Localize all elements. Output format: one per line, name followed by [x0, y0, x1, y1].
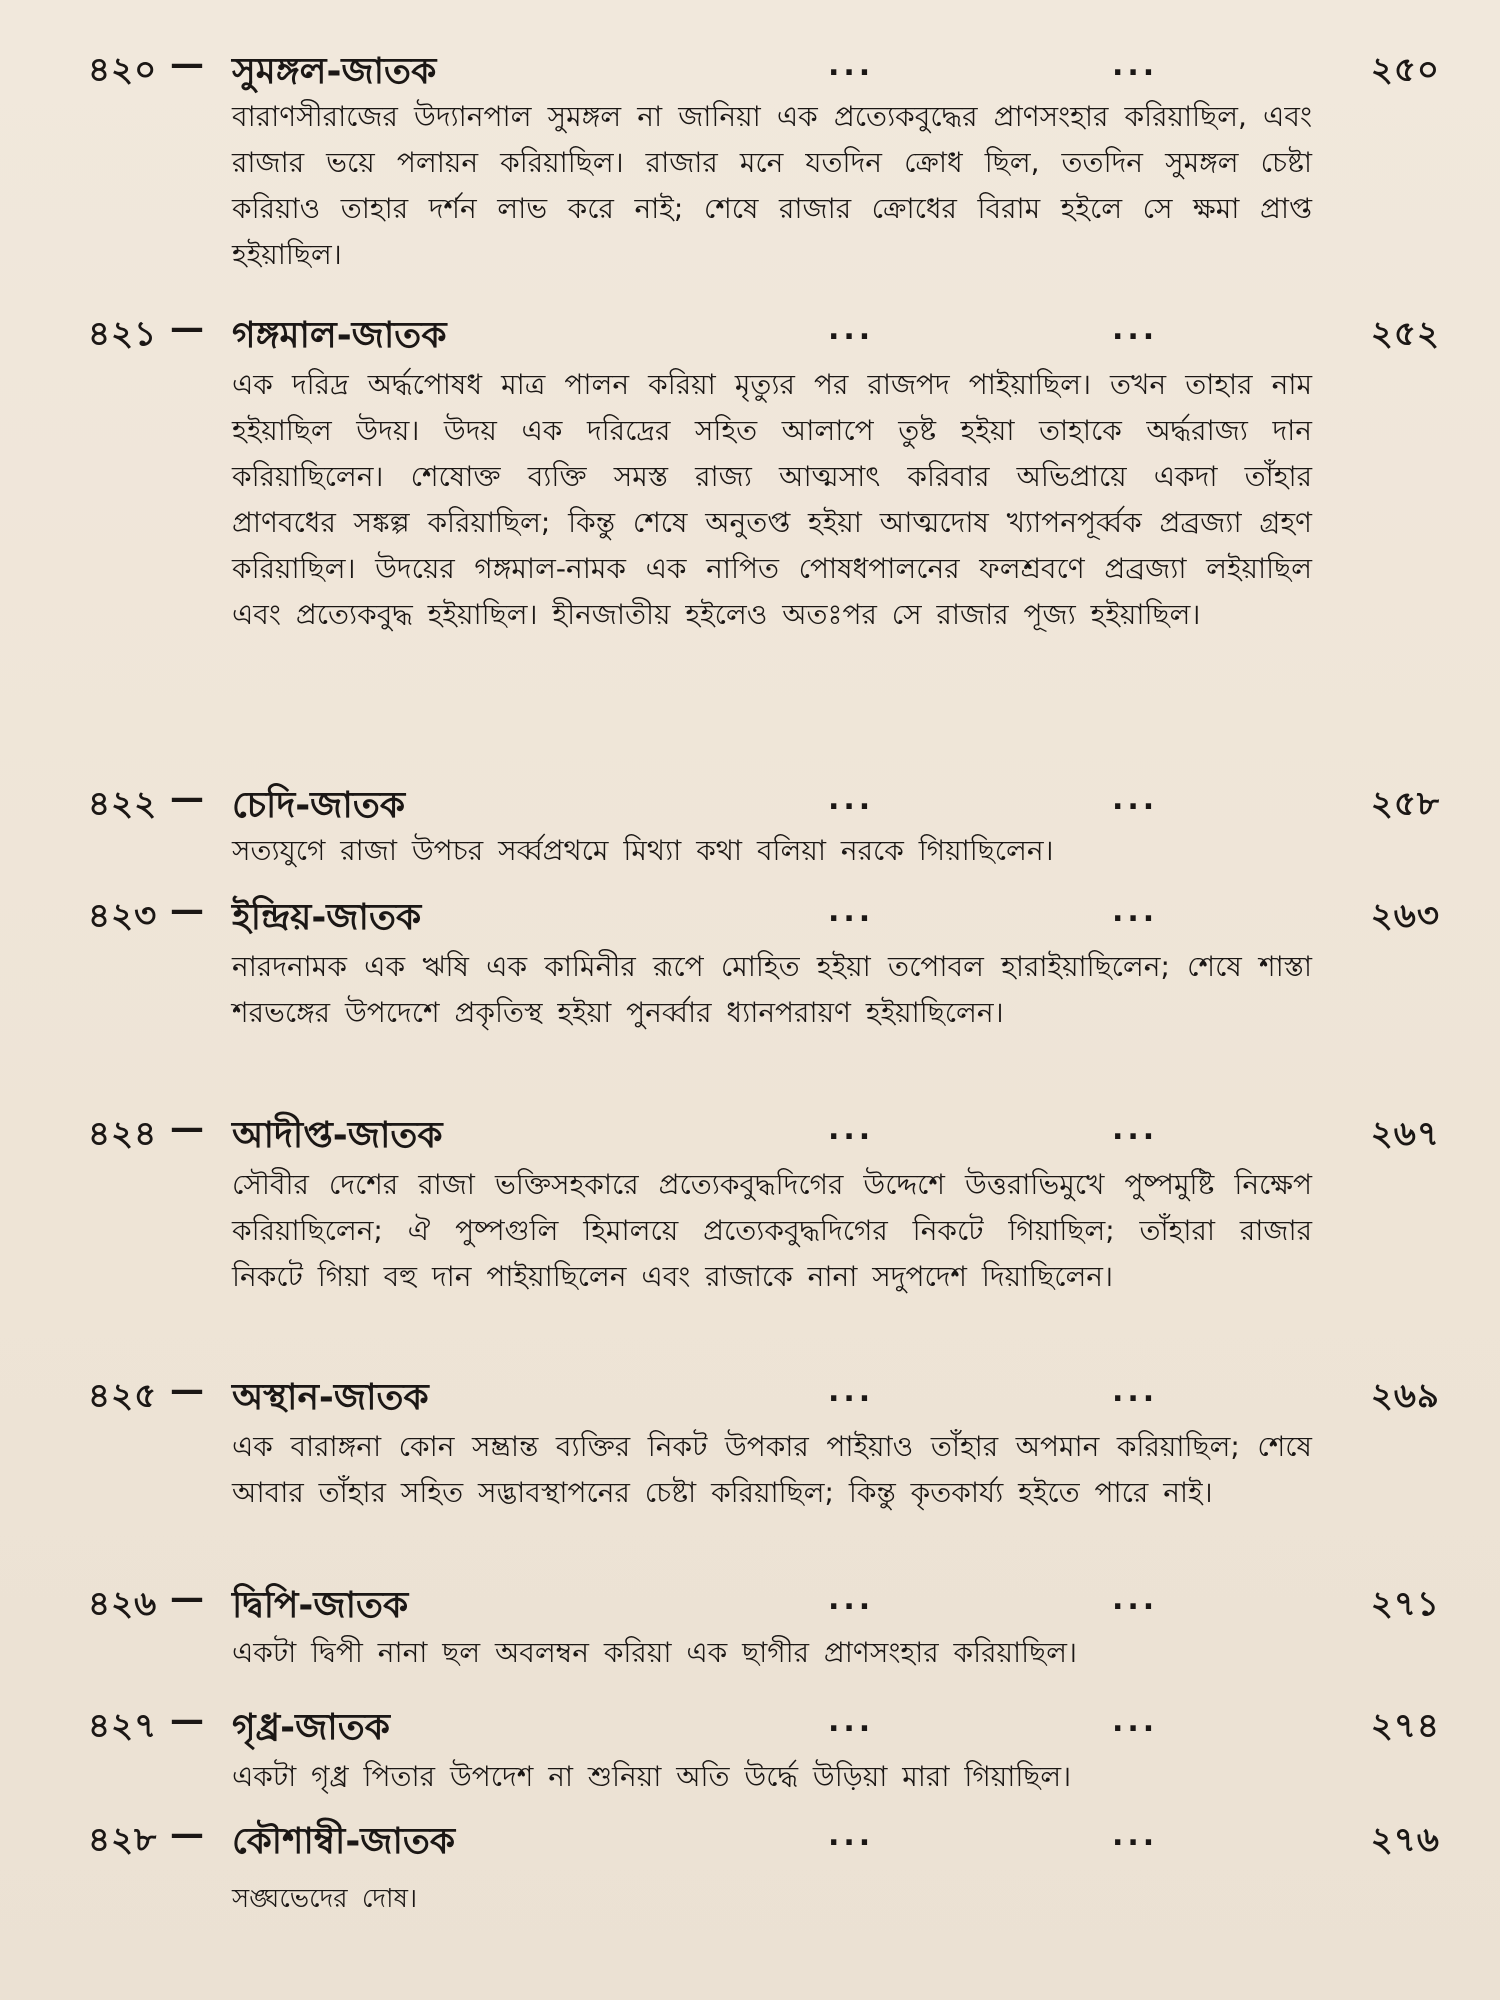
- page-number: ২৫২: [1370, 314, 1440, 354]
- em-dash: —: [170, 308, 204, 348]
- page-number: ২৫০: [1370, 50, 1440, 90]
- entry-number: ৪২৪: [88, 1114, 158, 1154]
- entry-number: ৪২৫: [88, 1376, 158, 1416]
- leader-dots: ...: [828, 782, 875, 817]
- entry-number: ৪২৩: [88, 896, 158, 936]
- em-dash: —: [170, 1700, 204, 1740]
- page-number: ২৬৩: [1370, 896, 1440, 936]
- leader-dots: ...: [1112, 894, 1159, 929]
- entry-number: ৪২৬: [88, 1584, 158, 1624]
- leader-dots: ...: [828, 1374, 875, 1409]
- jataka-title: দ্বিপি-জাতক: [232, 1585, 409, 1626]
- entry-summary: একটা দ্বিপী নানা ছল অবলম্বন করিয়া এক ছাগীর প্রাণসংহার করিয়াছিল।: [232, 1636, 1077, 1669]
- leader-dots: ...: [1112, 48, 1159, 83]
- leader-dots: ...: [828, 1704, 875, 1739]
- entry-summary: এক বারাঙ্গনা কোন সম্ভ্রান্ত ব্যক্তির নিকট উপকার পাইয়াও তাঁহার অপমান করিয়াছিল; শেষে আবার তাঁহার সহিত সদ্ভাবস্থাপনের চেষ্টা করিয়াছিল; কিন্তু কৃতকার্য্য হইতে পারে নাই।: [232, 1430, 1312, 1509]
- leader-dots: ...: [1112, 1704, 1159, 1739]
- toc-entry: [0, 44, 1500, 271]
- leader-dots: ...: [1112, 782, 1159, 817]
- toc-entry: [0, 890, 1500, 1029]
- leader-dots: ...: [828, 1112, 875, 1147]
- jataka-title: কৌশাম্বী-জাতক: [232, 1821, 456, 1862]
- entry-heading: [0, 1370, 1500, 1426]
- entry-heading: [0, 44, 1500, 100]
- entry-summary: বারাণসীরাজের উদ্যানপাল সুমঙ্গল না জানিয়া এক প্রত্যেকবুদ্ধের প্রাণসংহার করিয়াছিল, এবং রাজার ভয়ে পলায়ন করিয়াছিল। রাজার মনে যতদিন ক্রোধ ছিল, ততদিন সুমঙ্গল চেষ্টা করিয়াও তাহার দর্শন লাভ করে নাই; শেষে রাজার ক্রোধের বিরাম হইলে সে ক্ষমা প্রাপ্ত হইয়াছিল।: [232, 100, 1312, 271]
- toc-entry: [0, 308, 1500, 631]
- entry-summary: একটা গৃধ্র পিতার উপদেশ না শুনিয়া অতি উর্দ্ধে উড়িয়া মারা গিয়াছিল।: [232, 1760, 1072, 1793]
- leader-dots: ...: [828, 894, 875, 929]
- leader-dots: ...: [828, 1582, 875, 1617]
- leader-dots: ...: [1112, 1818, 1159, 1853]
- leader-dots: ...: [828, 312, 875, 347]
- em-dash: —: [170, 1814, 204, 1854]
- em-dash: —: [170, 778, 204, 818]
- leader-dots: ...: [828, 48, 875, 83]
- entry-number: ৪২০: [88, 50, 158, 90]
- entry-summary: সৌবীর দেশের রাজা ভক্তিসহকারে প্রত্যেকবুদ্ধদিগের উদ্দেশে উত্তরাভিমুখে পুষ্পমুষ্টি নিক্ষেপ করিয়াছিলেন; ঐ পুষ্পগুলি হিমালয়ে প্রত্যেকবুদ্ধদিগের নিকটে গিয়াছিল; তাঁহারা রাজার নিকটে গিয়া বহু দান পাইয়াছিলেন এবং রাজাকে নানা সদুপদেশ দিয়াছিলেন।: [232, 1168, 1312, 1293]
- entry-heading: [0, 1814, 1500, 1870]
- em-dash: —: [170, 1370, 204, 1410]
- page-number: ২৭৪: [1370, 1706, 1440, 1746]
- entry-heading: [0, 1700, 1500, 1756]
- entry-number: ৪২৭: [88, 1706, 158, 1746]
- page-number: ২৬৭: [1370, 1114, 1440, 1154]
- leader-dots: ...: [828, 1818, 875, 1853]
- entry-heading: [0, 778, 1500, 834]
- page-number: ২৭৬: [1370, 1820, 1440, 1860]
- page-number: ২৫৮: [1370, 784, 1440, 824]
- entry-heading: [0, 1578, 1500, 1634]
- entry-heading: [0, 308, 1500, 364]
- entry-summary: এক দরিদ্র অর্দ্ধপোষধ মাত্র পালন করিয়া মৃত্যুর পর রাজপদ পাইয়াছিল। তখন তাহার নাম হইয়াছিল উদয়। উদয় এক দরিদ্রের সহিত আলাপে তুষ্ট হইয়া তাহাকে অর্দ্ধরাজ্য দান করিয়াছিলেন। শেষোক্ত ব্যক্তি সমস্ত রাজ্য আত্মসাৎ করিবার অভিপ্রায়ে একদা তাঁহার প্রাণবধের সঙ্কল্প করিয়াছিল; কিন্তু শেষে অনুতপ্ত হইয়া আত্মদোষ খ্যাপনপূর্ব্বক প্রব্রজ্যা গ্রহণ করিয়াছিল। উদয়ের গঙ্গমাল-নামক এক নাপিত পোষধপালনের ফলশ্রবণে প্রব্রজ্যা লইয়াছিল এবং প্রত্যেকবুদ্ধ হইয়াছিল। হীনজাতীয় হইলেও অতঃপর সে রাজার পূজ্য হইয়াছিল।: [232, 368, 1312, 631]
- entry-summary: সত্যযুগে রাজা উপচর সর্ব্বপ্রথমে মিথ্যা কথা বলিয়া নরকে গিয়াছিলেন।: [232, 834, 1054, 867]
- leader-dots: ...: [1112, 312, 1159, 347]
- toc-entry: [0, 1370, 1500, 1509]
- toc-entry: [0, 778, 1500, 867]
- em-dash: —: [170, 1108, 204, 1148]
- jataka-title: অস্থান-জাতক: [232, 1377, 429, 1418]
- toc-entry: [0, 1578, 1500, 1669]
- em-dash: —: [170, 890, 204, 930]
- leader-dots: ...: [1112, 1374, 1159, 1409]
- jataka-title: ইন্দ্রিয়-জাতক: [232, 897, 422, 938]
- jataka-title: চেদি-জাতক: [232, 785, 406, 826]
- jataka-title: গঙ্গমাল-জাতক: [232, 315, 447, 356]
- entry-summary: সঙ্ঘভেদের দোষ।: [232, 1884, 418, 1914]
- jataka-title: সুমঙ্গল-জাতক: [232, 51, 437, 92]
- em-dash: —: [170, 44, 204, 84]
- jataka-title: আদীপ্ত-জাতক: [232, 1115, 443, 1156]
- entry-heading: [0, 890, 1500, 946]
- entry-number: ৪২২: [88, 784, 158, 824]
- toc-entry: [0, 1700, 1500, 1793]
- page-number: ২৭১: [1370, 1584, 1440, 1624]
- entry-number: ৪২১: [88, 314, 158, 354]
- jataka-title: গৃধ্র-জাতক: [232, 1707, 390, 1748]
- entry-summary: নারদনামক এক ঋষি এক কামিনীর রূপে মোহিত হইয়া তপোবল হারাইয়াছিলেন; শেষে শাস্তা শরভঙ্গের উপদেশে প্রকৃতিস্থ হইয়া পুনর্ব্বার ধ্যানপরায়ণ হইয়াছিলেন।: [232, 950, 1312, 1029]
- toc-entry: [0, 1814, 1500, 1914]
- em-dash: —: [170, 1578, 204, 1618]
- toc-entry: [0, 1108, 1500, 1293]
- entry-number: ৪২৮: [88, 1820, 158, 1860]
- entry-heading: [0, 1108, 1500, 1164]
- leader-dots: ...: [1112, 1112, 1159, 1147]
- page-number: ২৬৯: [1370, 1376, 1440, 1416]
- leader-dots: ...: [1112, 1582, 1159, 1617]
